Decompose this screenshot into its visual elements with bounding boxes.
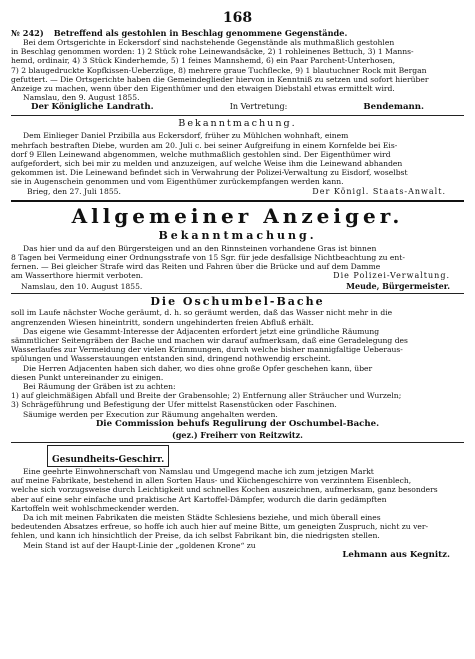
divider	[11, 115, 464, 116]
notice-line: Bei dem Ortsgerichte in Eckersdorf sind nachstehende Gegenstände als muthmaßlich gestohlen	[23, 38, 395, 47]
notice-title-box	[47, 445, 169, 467]
notice-title: Bekanntmachung.	[158, 228, 317, 242]
notice-line: mehrfach bestraften Diebe, wurden am 20. Juli c. bei seiner Aufgreifung in einem Kornfelde bei Eis-	[11, 140, 398, 150]
notice-line: Eine geehrte Einwohnerschaft von Namslau und Umgegend mache ich zum jetzigen Markt	[23, 466, 374, 476]
notice-line: in Beschlag genommen worden: 1) 2 Stück rohe Leinewandsäcke, 2) 1 rohleinenes Bettuch, 3) 1 Manns-	[11, 47, 414, 57]
notice-line: Mein Stand ist auf der Haupt-Linie der „goldenen Krone“ zu	[23, 540, 256, 550]
notice-line: Säumige werden per Execution zur Räumung angehalten werden.	[23, 409, 278, 419]
notice-line: 8 Tagen bei Vermeidung einer Ordnungsstrafe von 15 Sgr. für jede desfallsige Nichtbeachtung zu ent-	[11, 252, 405, 262]
section-title: Allgemeiner Anzeiger.	[71, 203, 404, 228]
signature: Lehmann aus Kegnitz.	[342, 549, 450, 560]
notice-gesundheits-geschirr	[11, 445, 464, 561]
notice-line: 1) auf gleichmäßigen Abfall und Breite der Grabensohle; 2) Entfernung aller Sträucher und Wurzeln;	[11, 391, 402, 401]
notice-line: gekommen ist. Die Leinewand befindet sich in Verwahrung der Polizei-Verwaltung zu Eisdorf, woselbst	[11, 168, 408, 178]
divider	[11, 293, 464, 294]
signature-left: Der Königliche Landrath.	[31, 102, 154, 113]
signature-mid: In Vertretung:	[229, 102, 288, 112]
signature: Die Commission behufs Regulirung der Oschumbel-Bache.	[95, 418, 380, 429]
notice-line: Die Herren Adjacenten haben sich daher, wo dies ohne große Opfer geschehen kann, über	[23, 363, 373, 373]
divider	[11, 442, 464, 443]
notice-line: bedeutenden Absatzes erfreue, so hoffe ich auch hier auf meine Bitte, um geneigten Zuspruch, nicht zu ver-	[11, 522, 429, 532]
place-date: Brieg, den 27. Juli 1855.	[27, 186, 121, 196]
notice-line: dorf 9 Ellen Leinewand abgenommen, welche muthmaßlich gestohlen sind. Der Eigenthümer wird	[11, 149, 391, 159]
signature: Die Polizei-Verwaltung.	[333, 271, 450, 281]
notice-oschumbel	[11, 296, 464, 439]
notice-line-row	[11, 271, 464, 281]
notice-line: hemd, ordinair, 4) 3 Stück Kinderhemde, 5) 1 feines Mannshemd, 6) ein Paar Parchent-Unterhosen,	[11, 56, 395, 66]
notice-line: Da ich mit meinen Fabrikaten die meisten Städte Schlesiens beziehe, und mich überall eines	[23, 512, 381, 522]
notice-line: Bei Räumung der Gräben ist zu achten:	[23, 382, 176, 392]
signature-row	[11, 102, 464, 113]
notice-line: aber auf eine sehr einfache und praktische Art Kartoffel-Dämpfer, wodurch die darin gedämpften	[11, 494, 387, 504]
place-date: Namslau, den 10. August 1855.	[21, 282, 143, 292]
notice-header	[11, 28, 464, 38]
divider	[11, 200, 464, 202]
notice-line: Anzeige zu machen, wenn über den Eigenthümer und den etwaigen Diebstahl etwas ermittelt wird.	[11, 84, 395, 94]
notice-line: auf meine Fabrikate, bestehend in allen Sorten Haus- und Küchengeschirre von verzinntem Eisenblech,	[11, 476, 412, 486]
signature-mayor: Meude, Bürgermeister.	[346, 281, 450, 292]
signature-2: (gez.) Freiherr von Reitzwitz.	[172, 429, 303, 440]
notice-line: Das hier und da auf den Bürgersteigen und an den Rinnsteinen vorhandene Gras ist binnen	[23, 243, 377, 253]
notice-line: fernen. — Bei gleicher Strafe wird das Reiten und Fahren über die Brücke und auf dem Damme	[11, 262, 381, 272]
notice-line: diesen Punkt untereinander zu einigen.	[11, 372, 164, 382]
notice-grass	[11, 229, 464, 292]
notice-stolen-goods	[11, 28, 464, 113]
signature: Der Königl. Staats-Anwalt.	[312, 186, 446, 196]
notice-line: Das eigene wie Gesammt-Interesse der Adjacenten erfordert jetzt eine gründliche Räumung	[23, 326, 380, 336]
notice-line: spülungen und Wasserstauungen entstanden sind, dringend nothwendig erscheint.	[11, 354, 331, 364]
notice-title: Die Oschumbel-Bache	[150, 295, 325, 309]
notice-ref: № 242)	[11, 28, 44, 38]
notice-line: gefuttert. — Die Ortsgerichte haben die Gemeindeglieder hiervon in Kenntniß zu setzen und sofort hierüber	[11, 74, 429, 84]
notice-line: Dem Einlieger Daniel Przibilla aus Eckersdorf, früher zu Mühlchen wohnhaft, einem	[23, 131, 349, 141]
notice-przibilla	[11, 118, 464, 196]
notice-title: Bekanntmachung.	[178, 118, 297, 130]
notice-title: Gesundheits-Geschirr.	[52, 454, 165, 465]
notice-line: fehlen, und kann ich hinsichtlich der Preise, da ich selbst Fabrikant bin, die niedrigsten stellen.	[11, 531, 380, 541]
notice-line: soll im Laufe nächster Woche geräumt, d. h. so geräumt werden, daß das Wasser nicht mehr in die	[11, 308, 393, 318]
signature-row	[11, 281, 464, 291]
notice-line: aufgefordert, sich bei mir zu melden und anzuzeigen, auf welche Weise ihm die Leinewand abhanden	[11, 159, 403, 169]
notice-line: angrenzenden Wiesen hineintritt, sondern ungehinderten freien Abfluß erhält.	[11, 317, 314, 327]
notice-line: Kartoffeln weit wohlschmeckender werden.	[11, 503, 180, 513]
notice-line: am Wasserthore hiermit verboten.	[11, 271, 144, 281]
signature-right: Bendemann.	[363, 102, 424, 113]
place-date: Namslau, den 9. August 1855.	[23, 93, 140, 103]
notice-line: 3) Schrägeführung und Befestigung der Ufer mittelst Rasenstücken oder Faschinen.	[11, 400, 337, 410]
notice-line: sämmtlicher Seitengräben der Bache und machen wir darauf aufmerksam, daß eine Geradelegung des	[11, 336, 408, 346]
notice-line: Wasserlaufes zur Vermeidung der vielen Krümmungen, durch welche bisher mannigfaltige Ueberaus-	[11, 345, 403, 355]
notice-line: 7) 2 blaugedruckte Kopfkissen-Ueberzüge, 8) mehrere graue Tuchflecke, 9) 1 blautuchner Rock mit Bergan	[11, 65, 427, 75]
signature-row	[11, 187, 464, 197]
notice-heading: Betreffend als gestohlen in Beschlag genommene Gegenstände.	[53, 28, 348, 38]
notice-line: sie in Augenschein genommen und vom Eigenthümer zurückempfangen werden kann.	[11, 177, 344, 187]
notice-line: welche sich vorzugsweise durch Leichtigkeit und schnelles Kochen auszeichnen, aufmerksam, ganz besonders	[11, 485, 438, 495]
page-number: 168	[222, 10, 253, 26]
